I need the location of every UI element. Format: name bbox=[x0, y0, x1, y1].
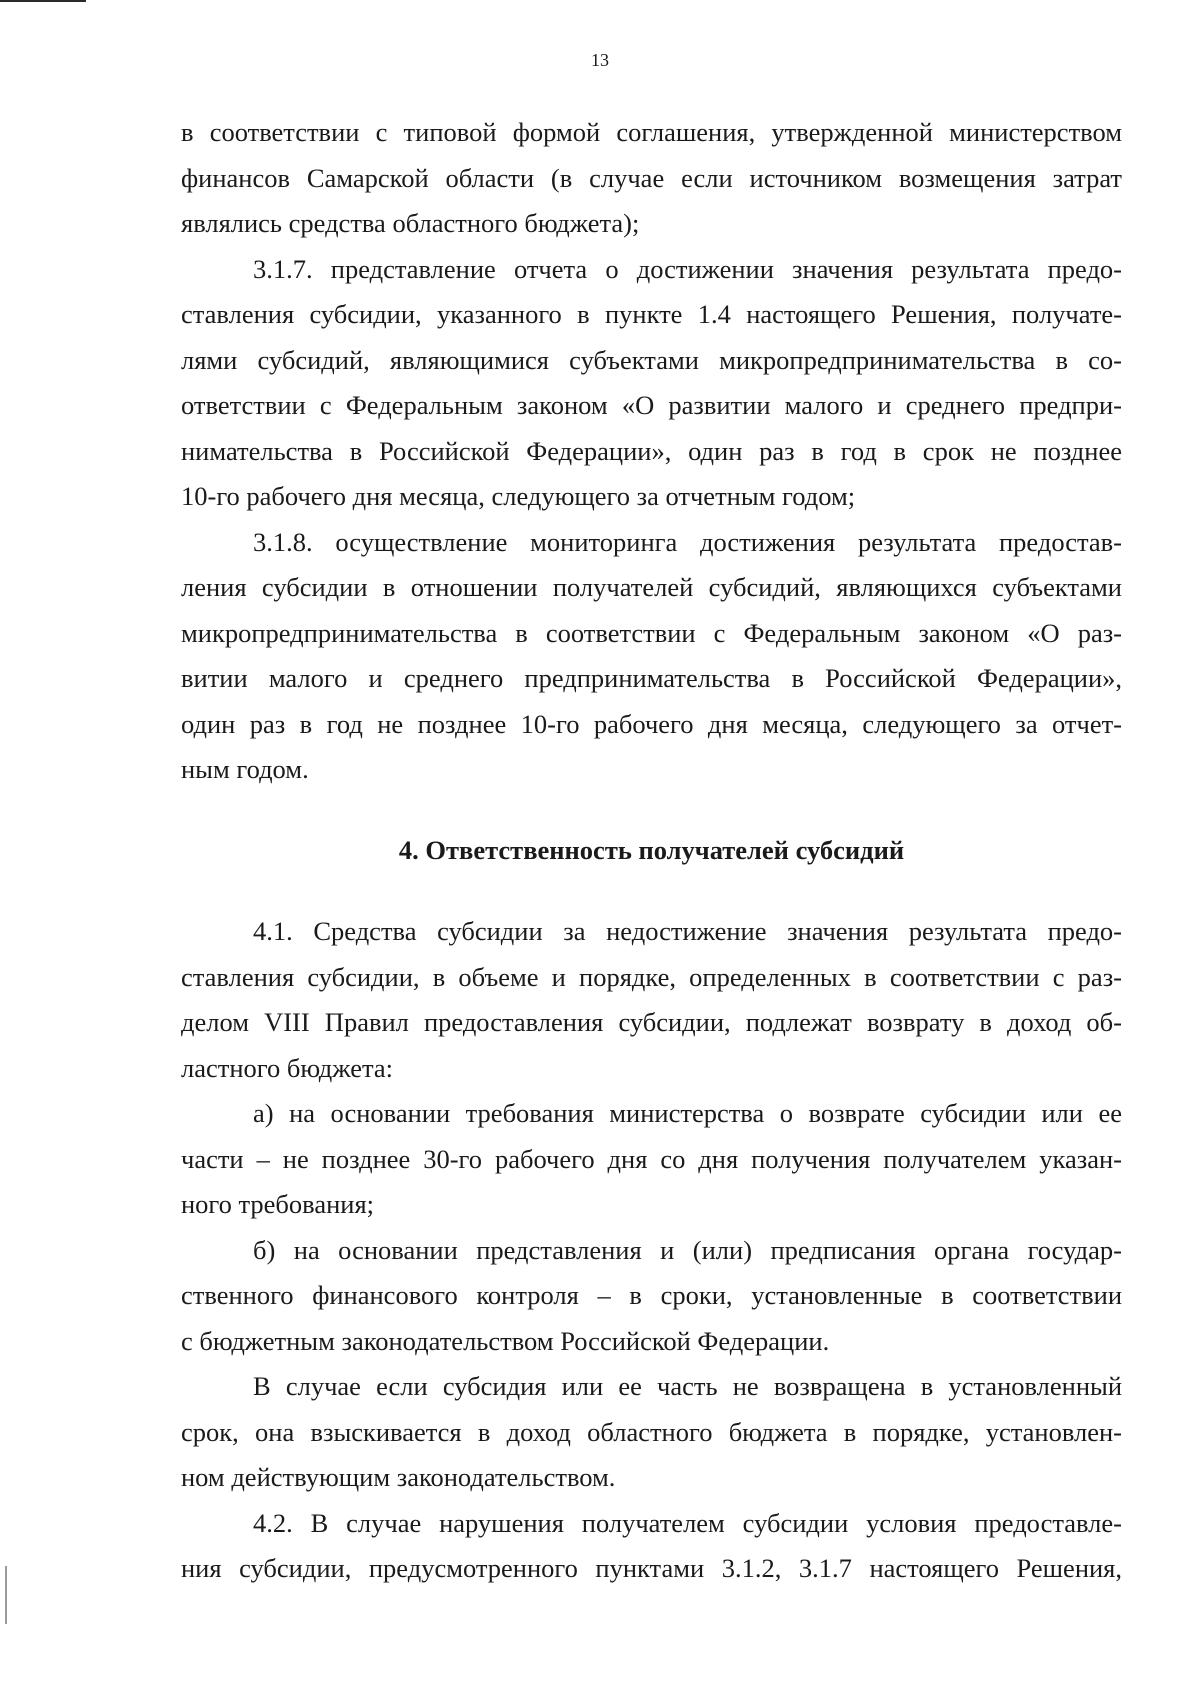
text-line: ния субсидии, предусмотренного пунктами 3.1.2, 3.1.7 настоящего Решения, bbox=[181, 1553, 1122, 1583]
scan-edge-mark bbox=[0, 0, 86, 2]
text-line: ном действующим законодательством. bbox=[181, 1462, 616, 1492]
paragraph-item-b bbox=[181, 1228, 1122, 1365]
text-line: 10-го рабочего дня месяца, следующего за отчетным годом; bbox=[181, 481, 856, 511]
text-line: финансов Самарской области (в случае если источником возмещения затрат bbox=[181, 162, 1122, 193]
text-line: ным годом. bbox=[181, 754, 309, 784]
text-line: а) на основании требования министерства о возврате субсидии или ее bbox=[253, 1098, 1122, 1128]
page-number: 13 bbox=[591, 50, 609, 70]
paragraph-4-2 bbox=[181, 1501, 1122, 1592]
document-body bbox=[181, 110, 1122, 1592]
text-line: с бюджетным законодательством Российской Федерации. bbox=[181, 1325, 830, 1356]
text-line: 3.1.7. представление отчета о достижении значения результата предо- bbox=[253, 253, 1122, 284]
text-line: ластного бюджета: bbox=[181, 1052, 394, 1083]
text-line: ставления субсидии, в объеме и порядке, определенных в соответствии с раз- bbox=[181, 961, 1122, 992]
paragraph-3-1-8 bbox=[181, 520, 1122, 793]
paragraph-recovery bbox=[181, 1364, 1122, 1501]
paragraph-continuation bbox=[181, 110, 1122, 247]
paragraph-3-1-7 bbox=[181, 247, 1122, 520]
text-line: ставления субсидии, указанного в пункте 1.4 настоящего Решения, получате- bbox=[181, 299, 1122, 329]
text-line: 4.2. В случае нарушения получателем субсидии условия предоставле- bbox=[253, 1507, 1122, 1538]
text-line: лями субсидий, являющимися субъектами микропредпринимательства в со- bbox=[181, 344, 1122, 375]
text-line: 4.1. Средства субсидии за недостижение значения результата предо- bbox=[253, 916, 1122, 946]
text-line: ления субсидии в отношении получателей субсидий, являющихся субъектами bbox=[181, 572, 1122, 602]
text-line: В случае если субсидия или ее часть не возвращена в установленный bbox=[253, 1371, 1122, 1401]
text-line: 3.1.8. осуществление мониторинга достижения результата предостав- bbox=[253, 526, 1122, 557]
text-line: являлись средства областного бюджета); bbox=[181, 208, 640, 238]
text-line: ответствии с Федеральным законом «О развитии малого и среднего предпри- bbox=[181, 390, 1122, 420]
text-line: б) на основании представления и (или) предписания органа государ- bbox=[253, 1234, 1122, 1265]
scan-margin-mark bbox=[5, 1566, 7, 1624]
text-line: витии малого и среднего предпринимательства в Российской Федерации», bbox=[181, 663, 1122, 693]
text-line: срок, она взыскивается в доход областного бюджета в порядке, установлен- bbox=[181, 1416, 1122, 1447]
text-line: нимательства в Российской Федерации», один раз в год в срок не позднее bbox=[181, 435, 1122, 466]
section-heading: 4. Ответственность получателей субсидий bbox=[398, 834, 905, 865]
text-line: части – не позднее 30-го рабочего дня со дня получения получателем указан- bbox=[181, 1143, 1122, 1174]
paragraph-item-a bbox=[181, 1091, 1122, 1228]
text-line: ственного финансового контроля – в сроки, установленные в соответствии bbox=[181, 1280, 1122, 1310]
paragraph-4-1 bbox=[181, 909, 1122, 1091]
text-line: ного требования; bbox=[181, 1189, 375, 1219]
text-line: микропредпринимательства в соответствии с Федеральным законом «О раз- bbox=[181, 617, 1122, 648]
text-line: делом VIII Правил предоставления субсидии, подлежат возврату в доход об- bbox=[181, 1007, 1122, 1037]
text-line: в соответствии с типовой формой соглашения, утвержденной министерством bbox=[181, 117, 1122, 147]
text-line: один раз в год не позднее 10-го рабочего дня месяца, следующего за отчет- bbox=[181, 708, 1122, 739]
